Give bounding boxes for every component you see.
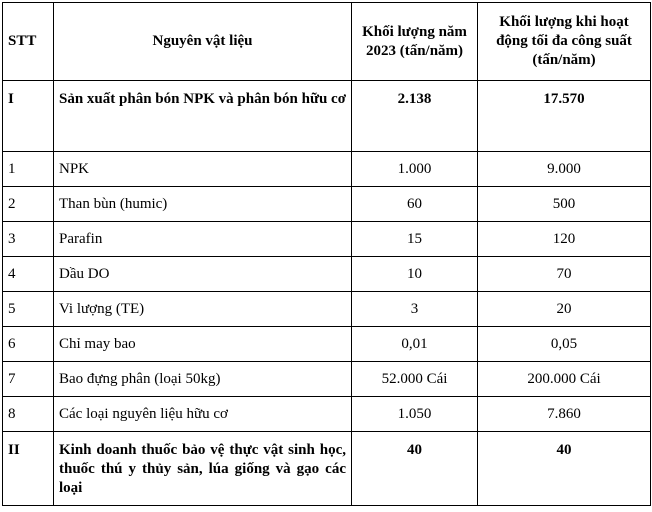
row-stt: 1 (3, 152, 54, 187)
row-material: Parafin (54, 222, 352, 257)
row-stt: 2 (3, 187, 54, 222)
row-volume-max: 20 (478, 292, 651, 327)
row-volume-2023: 1.050 (352, 397, 478, 432)
table-row (3, 152, 651, 187)
header-stt: STT (3, 3, 54, 81)
table-row (3, 432, 651, 506)
row-material: Dầu DO (54, 257, 352, 292)
table-row (3, 222, 651, 257)
table-row (3, 327, 651, 362)
document-page (2, 2, 652, 506)
row-material: NPK (54, 152, 352, 187)
row-volume-max: 200.000 Cái (478, 362, 651, 397)
row-stt: 7 (3, 362, 54, 397)
row-volume-2023: 10 (352, 257, 478, 292)
materials-table (2, 2, 651, 506)
row-volume-2023: 0,01 (352, 327, 478, 362)
row-material: Vi lượng (TE) (54, 292, 352, 327)
row-material: Chỉ may bao (54, 327, 352, 362)
table-row (3, 362, 651, 397)
row-material: Bao đựng phân (loại 50kg) (54, 362, 352, 397)
row-volume-2023: 2.138 (352, 81, 478, 152)
row-volume-2023: 52.000 Cái (352, 362, 478, 397)
table-row (3, 292, 651, 327)
row-stt: 8 (3, 397, 54, 432)
row-stt: 6 (3, 327, 54, 362)
row-volume-2023: 3 (352, 292, 478, 327)
row-material: Than bùn (humic) (54, 187, 352, 222)
row-volume-max: 7.860 (478, 397, 651, 432)
row-material: Kinh doanh thuốc bảo vệ thực vật sinh học, thuốc thú y thủy sản, lúa giống và gạo các loại (54, 432, 352, 506)
row-stt: II (3, 432, 54, 506)
row-material: Sản xuất phân bón NPK và phân bón hữu cơ (54, 81, 352, 152)
row-volume-max: 120 (478, 222, 651, 257)
table-row (3, 397, 651, 432)
table-row (3, 81, 651, 152)
row-stt: 3 (3, 222, 54, 257)
row-stt: I (3, 81, 54, 152)
row-volume-2023: 60 (352, 187, 478, 222)
table-header-row (3, 3, 651, 81)
row-volume-2023: 15 (352, 222, 478, 257)
row-stt: 5 (3, 292, 54, 327)
row-volume-max: 9.000 (478, 152, 651, 187)
row-volume-max: 40 (478, 432, 651, 506)
header-volume-max: Khối lượng khi hoạt động tối đa công suất (tấn/năm) (478, 3, 651, 81)
row-volume-2023: 40 (352, 432, 478, 506)
row-volume-max: 0,05 (478, 327, 651, 362)
header-material: Nguyên vật liệu (54, 3, 352, 81)
row-stt: 4 (3, 257, 54, 292)
header-volume-2023: Khối lượng năm 2023 (tấn/năm) (352, 3, 478, 81)
row-volume-max: 70 (478, 257, 651, 292)
row-volume-max: 17.570 (478, 81, 651, 152)
row-volume-2023: 1.000 (352, 152, 478, 187)
table-row (3, 187, 651, 222)
table-row (3, 257, 651, 292)
row-volume-max: 500 (478, 187, 651, 222)
row-material: Các loại nguyên liệu hữu cơ (54, 397, 352, 432)
